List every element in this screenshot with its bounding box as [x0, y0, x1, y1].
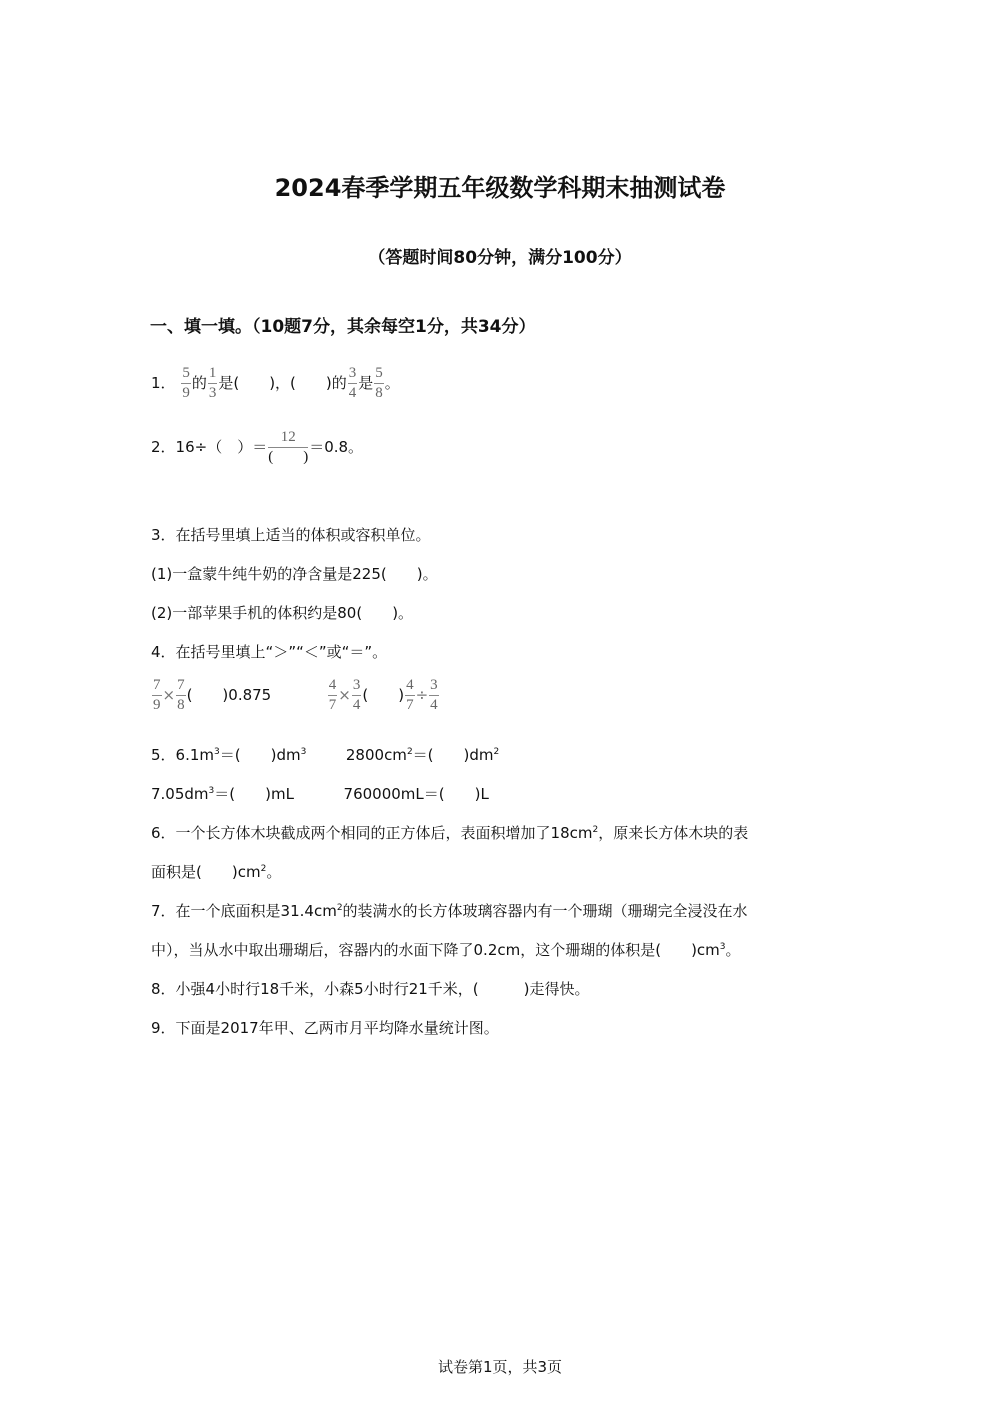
question-7-line-1	[151, 900, 748, 921]
q7-sup-1: 2	[336, 903, 343, 913]
q1-fraction-1: $\frac{5}{9}$	[182, 365, 190, 401]
q5-item-3b: ＝( )mL	[214, 785, 294, 803]
question-3-part-1: (1)一盒蒙牛纯牛奶的净含量是225( )。	[151, 565, 438, 583]
q6-text-1b: ，原来长方体木块的表	[598, 824, 749, 842]
question-4-items	[151, 678, 440, 713]
question-3-stem: 3．在括号里填上适当的体积或容积单位。	[151, 526, 431, 544]
q4b-blank: ( )	[362, 686, 405, 704]
q5-sup-1b: 3	[300, 747, 307, 757]
page-subtitle: （答题时间80分钟，满分100分）	[368, 248, 632, 268]
q4b-fraction-2: $\frac{3}{4}$	[352, 677, 361, 713]
q5-item-1b: ＝( )dm	[219, 746, 301, 764]
q1-fraction-2: $\frac{1}{3}$	[208, 365, 217, 401]
q1-fraction-4: $\frac{5}{8}$	[375, 365, 383, 401]
q4b-fraction-1: $\frac{4}{7}$	[328, 677, 337, 713]
q5-sup-2b: 2	[493, 747, 500, 757]
q2-suffix: ＝0.8。	[309, 438, 364, 456]
q5-item-3a: 7.05dm	[151, 785, 209, 803]
q4a-tail: ( )0.875	[186, 686, 272, 704]
q5-sup-3a: 3	[208, 786, 215, 796]
q7-sup-2: 3	[719, 942, 726, 952]
q1-number: 1．	[151, 374, 176, 392]
question-4-stem: 4．在括号里填上“＞”“＜”或“＝”。	[151, 643, 388, 661]
q5-sup-1a: 3	[214, 747, 220, 757]
q5-sup-2a: 2	[406, 747, 413, 757]
q4b-divide-sign: ÷	[415, 686, 429, 704]
q7-text-1b: 的装满水的长方体玻璃容器内有一个珊瑚（珊瑚完全浸没在水	[342, 902, 748, 920]
q1-fraction-3: $\frac{3}{4}$	[348, 365, 357, 401]
q6-text-2a: 面积是( )cm	[151, 863, 261, 881]
q6-sup-1: 2	[592, 825, 599, 835]
question-5-line-2	[151, 783, 489, 804]
question-2	[151, 430, 363, 465]
q4a-times-sign: ×	[162, 686, 176, 704]
question-9: 9．下面是2017年甲、乙两市月平均降水量统计图。	[151, 1019, 499, 1037]
section-heading: 一、填一填。（10题7分，其余每空1分，共34分）	[150, 317, 536, 337]
q1-text-3: 是	[358, 374, 374, 392]
q5-item-2a: 2800cm	[345, 746, 407, 764]
q7-text-1a: 7．在一个底面积是31.4cm	[151, 902, 337, 920]
question-1	[151, 366, 400, 401]
q4a-fraction-1: $\frac{7}{9}$	[153, 677, 161, 713]
q4b-fraction-4: $\frac{3}{4}$	[430, 677, 438, 713]
q5-item-2b: ＝( )dm	[412, 746, 494, 764]
page-footer: 试卷第1页，共3页	[437, 1358, 563, 1376]
q7-text-2b: 。	[725, 941, 741, 959]
question-5-line-1	[151, 744, 499, 765]
q2-fraction: $\frac{12}{( )}$	[268, 429, 309, 465]
q1-text-4: 。	[384, 374, 400, 392]
q5-item-1a: 5．6.1m	[151, 746, 215, 764]
page-title: 2024春季学期五年级数学科期末抽测试卷	[274, 174, 726, 202]
q1-text-2: 是( )，( )的	[218, 374, 347, 392]
q6-sup-2: 2	[260, 864, 267, 874]
q4a-fraction-2: $\frac{7}{8}$	[177, 677, 185, 713]
q2-prefix: 2．16÷（ ）＝	[151, 438, 268, 456]
question-8: 8．小强4小时行18千米，小森5小时行21千米，( )走得快。	[151, 980, 590, 998]
question-7-line-2	[151, 939, 741, 960]
question-3-part-2: (2)一部苹果手机的体积约是80( )。	[151, 604, 414, 622]
q6-text-2b: 。	[266, 863, 282, 881]
q4b-fraction-3: $\frac{4}{7}$	[406, 677, 414, 713]
q1-text-1: 的	[191, 374, 207, 392]
q4b-times-sign: ×	[338, 686, 351, 704]
question-6-line-1	[151, 822, 748, 843]
question-6-line-2	[151, 861, 281, 882]
q5-item-4: 760000mL＝( )L	[343, 785, 489, 803]
q6-text-1a: 6．一个长方体木块截成两个相同的正方体后，表面积增加了18cm	[151, 824, 593, 842]
q7-text-2a: 中），当从水中取出珊瑚后，容器内的水面下降了0.2cm，这个珊瑚的体积是( )cm	[151, 941, 720, 959]
